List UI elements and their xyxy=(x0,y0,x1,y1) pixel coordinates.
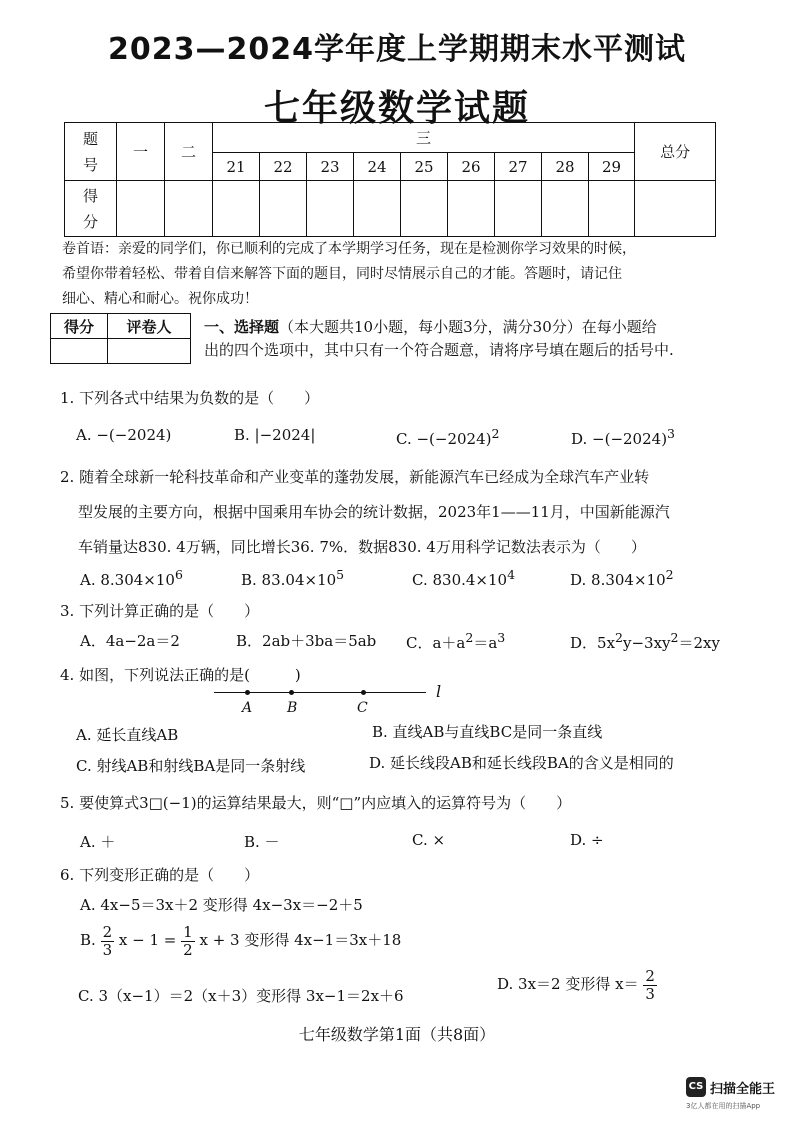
score-cell[interactable] xyxy=(589,181,635,237)
q5-option-d: D. ÷ xyxy=(570,831,604,849)
grader-score-cell[interactable] xyxy=(51,339,108,364)
point-a-dot xyxy=(245,690,250,695)
section1-heading: 一、选择题 xyxy=(204,318,280,336)
point-c-label: C xyxy=(357,700,368,716)
score-cell[interactable] xyxy=(542,181,589,237)
col-three: 三 xyxy=(213,123,635,153)
score-cell[interactable] xyxy=(448,181,495,237)
q3-option-a: A．4a−2a＝2 xyxy=(80,632,180,650)
score-cell[interactable] xyxy=(354,181,401,237)
score-cell[interactable] xyxy=(213,181,260,237)
point-b-label: B xyxy=(287,700,298,716)
q5-option-c: C. × xyxy=(412,831,446,849)
row-label-defen: 得分 xyxy=(65,181,117,237)
q1-option-b: B. |−2024| xyxy=(234,426,316,444)
section1-desc-1: （本大题共10小题，每小题3分，满分30分）在每小题给 xyxy=(279,318,657,336)
page-footer: 七年级数学第1面（共8面） xyxy=(298,1025,496,1044)
subcol-29: 29 xyxy=(589,153,635,181)
line-l-label: l xyxy=(436,682,442,701)
q4-option-a: A. 延长直线AB xyxy=(76,726,179,744)
fraction-two-thirds: $\frac{2}{3}$ xyxy=(102,923,113,959)
subcol-22: 22 xyxy=(260,153,307,181)
score-cell[interactable] xyxy=(635,181,716,237)
q3-option-d: D．$5x^2y-3xy^2=2xy$ xyxy=(570,630,720,652)
q5-stem: 5. 要使算式3□(−1)的运算结果最大，则“□”内应填入的运算符号为（ ） xyxy=(60,794,572,812)
score-cell[interactable] xyxy=(260,181,307,237)
exam-title: 2023—2024学年度上学期期末水平测试 xyxy=(108,32,686,67)
score-cell[interactable] xyxy=(117,181,165,237)
row-label-tihao: 题号 xyxy=(65,123,117,181)
preface-line-3: 细心、精心和耐心。祝你成功！ xyxy=(62,291,258,307)
q2-line-1: 2. 随着全球新一轮科技革命和产业变革的蓬勃发展，新能源汽车已经成为全球汽车产业转 xyxy=(60,468,650,486)
q2-line-3: 车销量达830. 4万辆，同比增长36. 7%．数据830. 4万用科学记数法表示为（ ） xyxy=(78,538,646,556)
fraction-two-thirds-d: $\frac{2}{3}$ xyxy=(645,967,655,1003)
subcol-21: 21 xyxy=(213,153,260,181)
point-c-dot xyxy=(361,690,366,695)
grader-score-label: 得分 xyxy=(51,314,108,339)
q6-option-c: C. 3（x−1）＝2（x＋3）变形得 3x−1＝2x＋6 xyxy=(78,987,404,1005)
score-cell[interactable] xyxy=(495,181,542,237)
q3-option-c: C．$a+a^2=a^3$ xyxy=(406,630,506,652)
q4-option-b: B. 直线AB与直线BC是同一条直线 xyxy=(372,723,603,741)
preface-line-2: 希望你带着轻松、带着自信来解答下面的题目，同时尽情展示自己的才能。答题时，请记住 xyxy=(62,266,622,282)
q6-option-d: D. 3x＝2 变形得 x＝ $\frac{2}{3}$ xyxy=(497,967,655,1003)
col-one: 一 xyxy=(117,123,165,181)
point-b-dot xyxy=(289,690,294,695)
q5-option-a: A. ＋ xyxy=(80,833,116,851)
q2-line-2: 型发展的主要方向，根据中国乘用车协会的统计数据，2023年1——11月，中国新能源汽 xyxy=(78,503,670,521)
grader-box xyxy=(50,313,191,364)
q5-option-b: B. － xyxy=(244,833,280,851)
section1-desc-2: 出的四个选项中，其中只有一个符合题意，请将序号填在题后的括号中. xyxy=(204,341,674,359)
preface-line-1: 卷首语：亲爱的同学们，你已顺利的完成了本学期学习任务，现在是检测你学习效果的时候， xyxy=(62,241,636,257)
q2-option-c: C. $830.4\times 10^4$ xyxy=(412,567,516,589)
score-cell[interactable] xyxy=(307,181,354,237)
section1-line-1 xyxy=(204,316,657,337)
grader-reviewer-cell[interactable] xyxy=(108,339,191,364)
q3-option-b: B．2ab＋3ba＝5ab xyxy=(236,632,377,650)
q2-option-b: B. $83.04\times 10^5$ xyxy=(241,567,345,589)
q4-stem: 4. 如图，下列说法正确的是( ) xyxy=(60,666,301,684)
col-total: 总分 xyxy=(635,123,716,181)
q1-stem: 1. 下列各式中结果为负数的是（ ） xyxy=(60,389,320,407)
subcol-27: 27 xyxy=(495,153,542,181)
score-table xyxy=(64,122,716,237)
q1-option-d: D. $-(-2024)^3$ xyxy=(571,426,675,448)
subcol-24: 24 xyxy=(354,153,401,181)
subcol-26: 26 xyxy=(448,153,495,181)
camscanner-name: 扫描全能王 xyxy=(710,1082,776,1097)
q4-option-c: C. 射线AB和射线BA是同一条射线 xyxy=(76,757,306,775)
score-cell[interactable] xyxy=(401,181,448,237)
subcol-25: 25 xyxy=(401,153,448,181)
subcol-28: 28 xyxy=(542,153,589,181)
q4-option-d: D. 延长线段AB和延长线段BA的含义是相同的 xyxy=(369,754,674,772)
q3-stem: 3. 下列计算正确的是（ ） xyxy=(60,602,260,620)
camscanner-tagline: 3亿人都在用的扫描App xyxy=(686,1102,761,1110)
grader-reviewer-label: 评卷人 xyxy=(108,314,191,339)
point-a-label: A xyxy=(242,700,253,716)
q6-option-a: A. 4x−5＝3x＋2 变形得 4x−3x＝−2＋5 xyxy=(80,896,363,914)
q6-option-b: B. $\frac{2}{3}$ x − 1 = $\frac{1}{2}$ x + 3 变形得 4x−1＝3x＋18 xyxy=(80,923,402,959)
fraction-one-half: $\frac{1}{2}$ xyxy=(183,923,193,959)
exam-subtitle: 七年级数学试题 xyxy=(263,88,530,129)
score-cell[interactable] xyxy=(165,181,213,237)
camscanner-logo-icon: CS xyxy=(686,1077,706,1097)
q2-option-d: D. $8.304\times 10^2$ xyxy=(570,567,674,589)
q1-option-a: A. −(−2024) xyxy=(76,426,172,444)
col-two: 二 xyxy=(165,123,213,181)
q1-option-c: C. $-(-2024)^2$ xyxy=(396,426,500,448)
subcol-23: 23 xyxy=(307,153,354,181)
q2-option-a: A. $8.304\times 10^6$ xyxy=(80,567,183,589)
q6-stem: 6. 下列变形正确的是（ ） xyxy=(60,866,260,884)
